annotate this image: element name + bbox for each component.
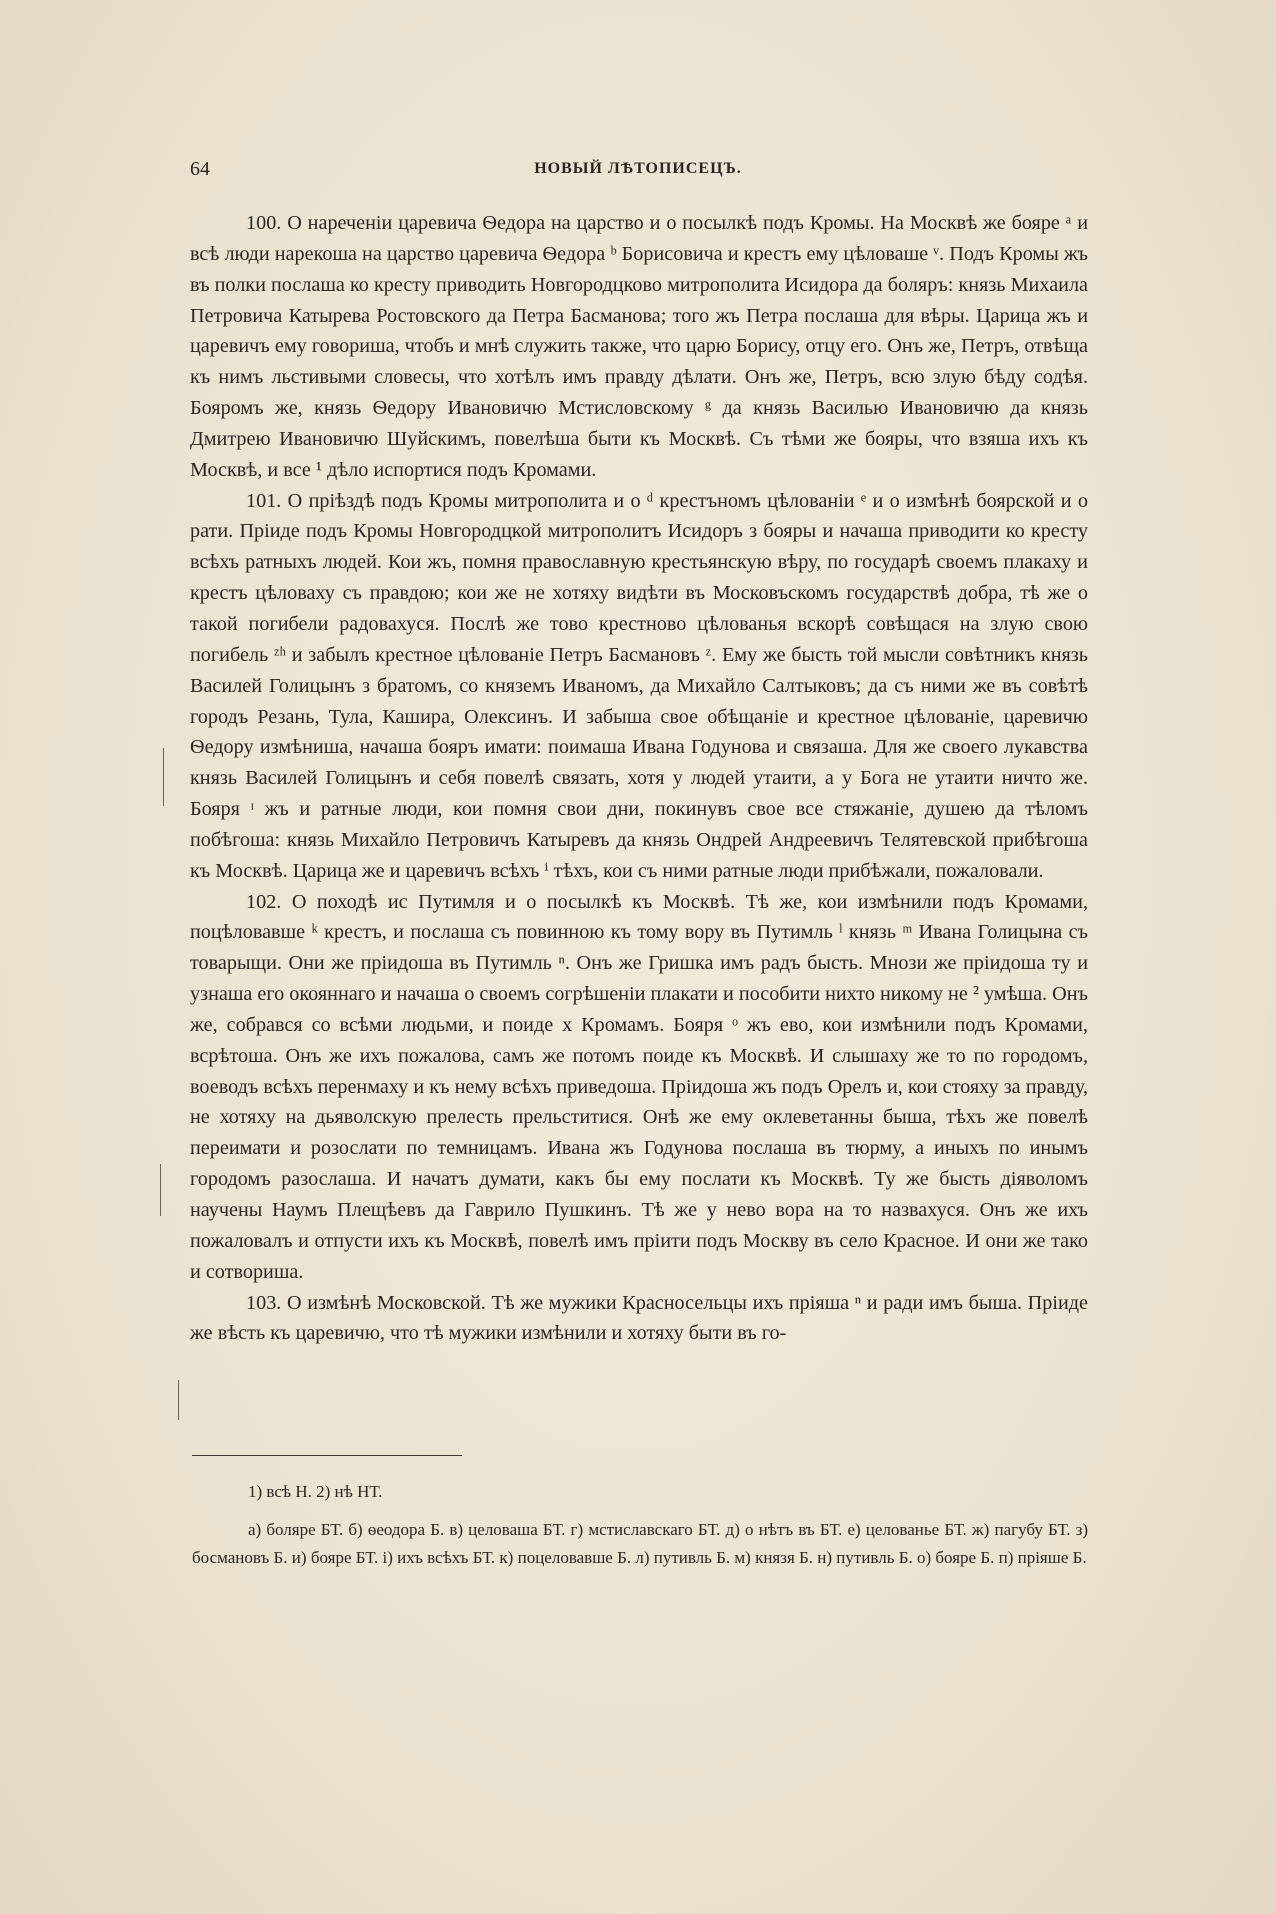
footnotes-lettered: а) боляре БТ. б) ѳеодора Б. в) целоваша БТ. г) мстиславскаго БТ. д) о нѣтъ въ БТ. е) целованье БТ. ж) пагубу БТ. з) босмановъ Б. и) бояре БТ. і) ихъ всѣхъ БТ. к) поцеловавше Б. л) путивль Б. м) князя Б. н) путивль Б. о) бояре Б. п) пріяше Б. [192,1520,1088,1567]
running-title: НОВЫЙ ЛѢТОПИСЕЦЪ. [534,160,742,177]
main-text [190,208,1088,1349]
margin-pencil-mark [163,748,164,806]
page-number: 64 [190,158,210,180]
footnote-separator [192,1455,462,1456]
paragraph-100: 100. О нареченіи царевича Ѳедора на царство и о посылкѣ подъ Кромы. На Москвѣ же бояре ᵃ и всѣ люди нарекоша на царство царевича Ѳедора ᵇ Борисовича и крестъ ему цѣловаше ᵛ. Подъ Кромы жъ въ полки послаша ко кресту приводить Новгородцково митрополита Исидора да боляръ: князь Михаила Петровича Катырева Ростовского да Петра Басманова; того жъ Петра послаша для вѣры. Царица жъ и царевичъ ему говориша, чтобъ и мнѣ служить также, что царю Борису, отцу его. Онъ же, Петръ, отвѣща къ нимъ льстивыми словесы, что хотѣлъ имъ правду дѣлати. Онъ же, Петръ, всю злую бѣду содѣя. Бояромъ же, князь Ѳедору Ивановичю Мстисловскому ᵍ да князь Василью Ивановичю да князь Дмитрею Ивановичю Шуйскимъ, повелѣша быти къ Москвѣ. Съ тѣми же бояры, что взяша ихъ къ Москвѣ, и все ¹ дѣло испортися подъ Кромами. [190,212,1088,481]
footnotes [192,1478,1088,1572]
margin-pencil-mark [160,1164,161,1216]
footnotes-numeric: 1) всѣ Н. 2) нѣ НТ. [248,1482,383,1501]
running-head [190,158,1086,186]
paragraph-101: 101. О пріѣздѣ подъ Кромы митрополита и о ᵈ крестъномъ цѣлованіи ᵉ и о измѣнѣ боярской и о рати. Пріиде подъ Кромы Новгородцкой митрополитъ Исидоръ з бояры и начаша приводити ко кресту всѣхъ ратныхъ людей. Кои жъ, помня православную крестьянскую вѣру, по государѣ своемъ плакаху и крестъ цѣловаху съ правдою; кои же не хотяху видѣти въ Московъскомъ государствѣ добра, тѣ же о такой погибели радовахуся. Послѣ же тово крестново цѣлованья вскорѣ совѣщася на злую свою погибель ᶻʰ и забылъ крестное цѣлованіе Петръ Басмановъ ᶻ. Ему же бысть той мысли совѣтникъ князь Василей Голицынъ з братомъ, со княземъ Иваномъ, да Михайло Салтыковъ; да съ ними же въ совѣтѣ городъ Резань, Тула, Кашира, Олексинъ. И забыша свое обѣщаніе и крестное цѣлованіе, царевичю Ѳедору измѣниша, начаша бояръ имати: поимаша Ивана Годунова и связаша. Для же своего лукавства князь Василей Голицынъ и себя повелѣ связать, хотя у людей утаити, а у Бога не утаити ничто же. Бояря ᶦ жъ и ратные люди, кои помня свои дни, покинувъ свое все стяжаніе, душею да тѣломъ побѣгоша: князь Михайло Петровичъ Катыревъ да князь Ондрей Андреевичъ Телятевской прибѣгоша къ Москвѣ. Царица же и царевичъ всѣхъ ⁱ тѣхъ, кои съ ними ратные люди прибѣжали, пожаловали. [190,489,1088,882]
paragraph-102: 102. О походѣ ис Путимля и о посылкѣ къ Москвѣ. Тѣ же, кои измѣнили подъ Кромами, поцѣловавше ᵏ крестъ, и послаша съ повинною къ тому вору въ Путимль ˡ князь ᵐ Ивана Голицына съ товарыщи. Они же пріидоша въ Путимль ⁿ. Онъ же Гришка имъ радъ бысть. Мнози же пріидоша ту и узнаша его окояннаго и начаша о своемъ согрѣшеніи плакати и пособити нихто никому не ² умѣша. Онъ же, собрався со всѣми людьми, и поиде х Кромамъ. Бояря ᵒ жъ ево, кои измѣнили подъ Кромами, всрѣтоша. Онъ же ихъ пожалова, самъ же потомъ поиде къ Москвѣ. И слышаху же то по городомъ, воеводъ всѣхъ перенмаху и къ нему всѣхъ приведоша. Пріидоша жъ подъ Орелъ и, кои стояху за правду, не хотяху на дьяволскую прелесть прельститися. Онѣ же ему оклеветанны быша, тѣхъ же повелѣ переимати и розослати по темницамъ. Ивана жъ Годунова послаша въ тюрму, а иныхъ по инымъ городомъ разослаша. И начатъ думати, какъ бы ему послати къ Москвѣ. Ту же бысть діяволомъ научены Наумъ Плещѣевъ да Гаврило Пушкинъ. Тѣ же у нево вора на то назвахуся. Онъ же ихъ пожаловалъ и отпусти ихъ къ Москвѣ, повелѣ имъ пріити подъ Москву въ село Красное. И они же тако и сотвориша. [190,890,1088,1283]
margin-pencil-mark [178,1380,179,1420]
paragraph-103: 103. О измѣнѣ Московской. Тѣ же мужики Красносельцы ихъ пріяша ⁿ и ради имъ быша. Пріиде же вѣсть къ царевичю, что тѣ мужики измѣнили и хотяху быти въ го- [190,1291,1088,1345]
